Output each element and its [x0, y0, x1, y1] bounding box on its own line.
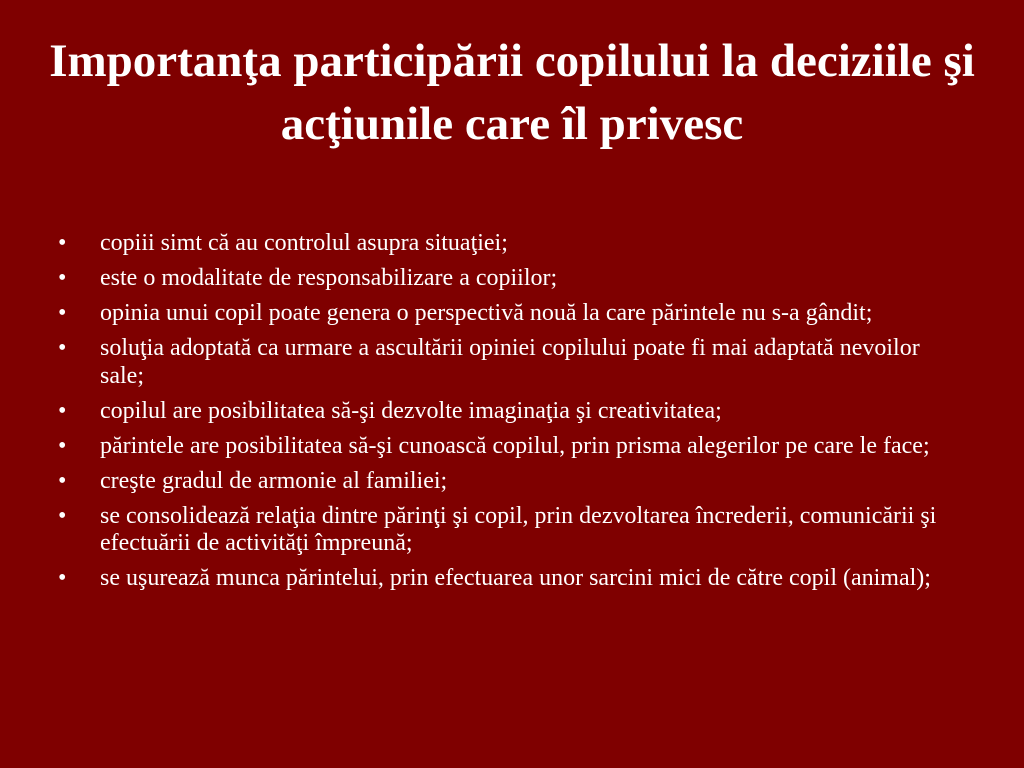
bullet-list — [58, 230, 958, 600]
slide-title: Importanţa participării copilului la deciziile şi acţiunile care îl privesc — [49, 35, 975, 150]
bullet-icon: • — [58, 467, 67, 494]
list-item — [58, 265, 958, 293]
bullet-icon: • — [58, 335, 67, 361]
list-item — [58, 503, 958, 558]
list-item — [58, 230, 958, 258]
list-item — [58, 565, 958, 593]
bullet-icon: • — [58, 565, 67, 591]
list-item — [58, 300, 958, 328]
list-item — [58, 335, 958, 390]
bullet-icon: • — [58, 397, 67, 424]
bullet-text: se consolidează relaţia dintre părinţi şi copil, prin dezvoltarea încrederii, comunicării şi efectuării de activităţi împreună; — [100, 502, 937, 556]
bullet-text: se uşurează munca părintelui, prin efectuarea unor sarcini mici de către copil (animal); — [100, 565, 931, 591]
list-item — [58, 468, 958, 496]
bullet-text: creşte gradul de armonie al familiei; — [100, 467, 448, 494]
bullet-text: opinia unui copil poate genera o perspectivă nouă la care părintele nu s-a gândit; — [100, 300, 873, 326]
bullet-icon: • — [58, 300, 67, 326]
bullet-icon: • — [58, 265, 67, 291]
list-item — [58, 433, 958, 461]
bullet-icon: • — [58, 502, 67, 529]
bullet-text: soluţia adoptată ca urmare a ascultării opiniei copilului poate fi mai adaptată nevoilor sale; — [100, 335, 920, 389]
bullet-icon: • — [58, 432, 67, 459]
bullet-icon: • — [58, 230, 67, 256]
bullet-text: copiii simt că au controlul asupra situaţiei; — [100, 230, 508, 256]
list-item — [58, 398, 958, 426]
bullet-text: este o modalitate de responsabilizare a copiilor; — [100, 265, 558, 291]
bullet-text: părintele are posibilitatea să-şi cunoască copilul, prin prisma alegerilor pe care le face; — [100, 432, 930, 459]
bullet-text: copilul are posibilitatea să-şi dezvolte imaginaţia şi creativitatea; — [100, 397, 722, 424]
